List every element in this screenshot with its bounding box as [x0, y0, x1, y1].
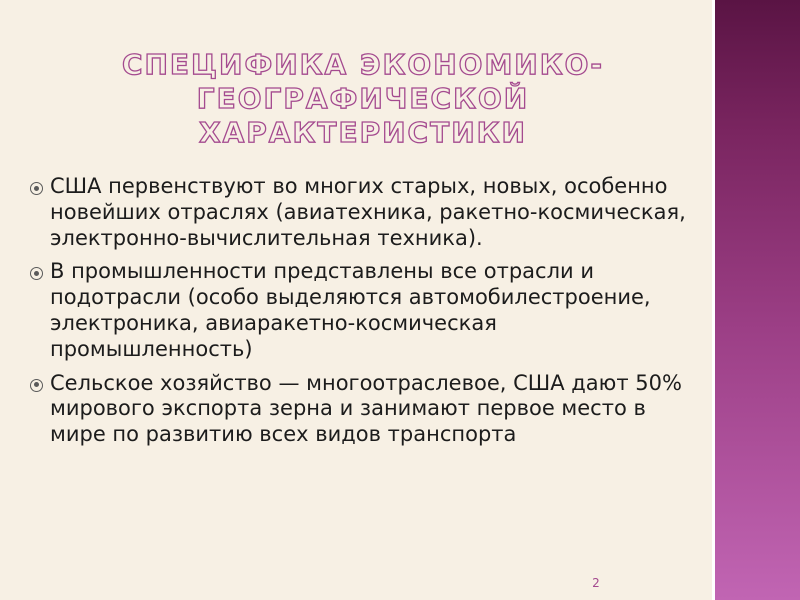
bullet-text: США первенствуют во многих старых, новых, особенно новейших отраслях (авиатехника, ракетно-космическая, электронно-вычислительная техника).	[50, 174, 686, 250]
slide-content	[30, 174, 702, 456]
slide-title: СПЕЦИФИКА ЭКОНОМИКО- ГЕОГРАФИЧЕСКОЙ ХАРАКТЕРИСТИКИ	[121, 48, 605, 149]
bullet-text: В промышленности представлены все отрасли и подотрасли (особо выделяются автомобилестроение, электроника, авиаракетно-космическая промышленность)	[50, 259, 651, 361]
bullet-list	[30, 174, 702, 448]
circled-dot-bullet-icon	[30, 267, 43, 280]
circled-dot-bullet-icon	[30, 379, 43, 392]
bullet-item	[30, 259, 702, 362]
page-number: 2	[592, 576, 600, 590]
bullet-item	[30, 174, 702, 251]
bullet-text: Сельское хозяйство — многоотраслевое, США дают 50% мирового экспорта зерна и занимают первое место в мире по развитию всех видов транспорта	[50, 370, 682, 447]
circled-dot-bullet-icon	[30, 182, 43, 195]
decorative-side-band	[712, 0, 800, 600]
bullet-item	[30, 371, 702, 448]
